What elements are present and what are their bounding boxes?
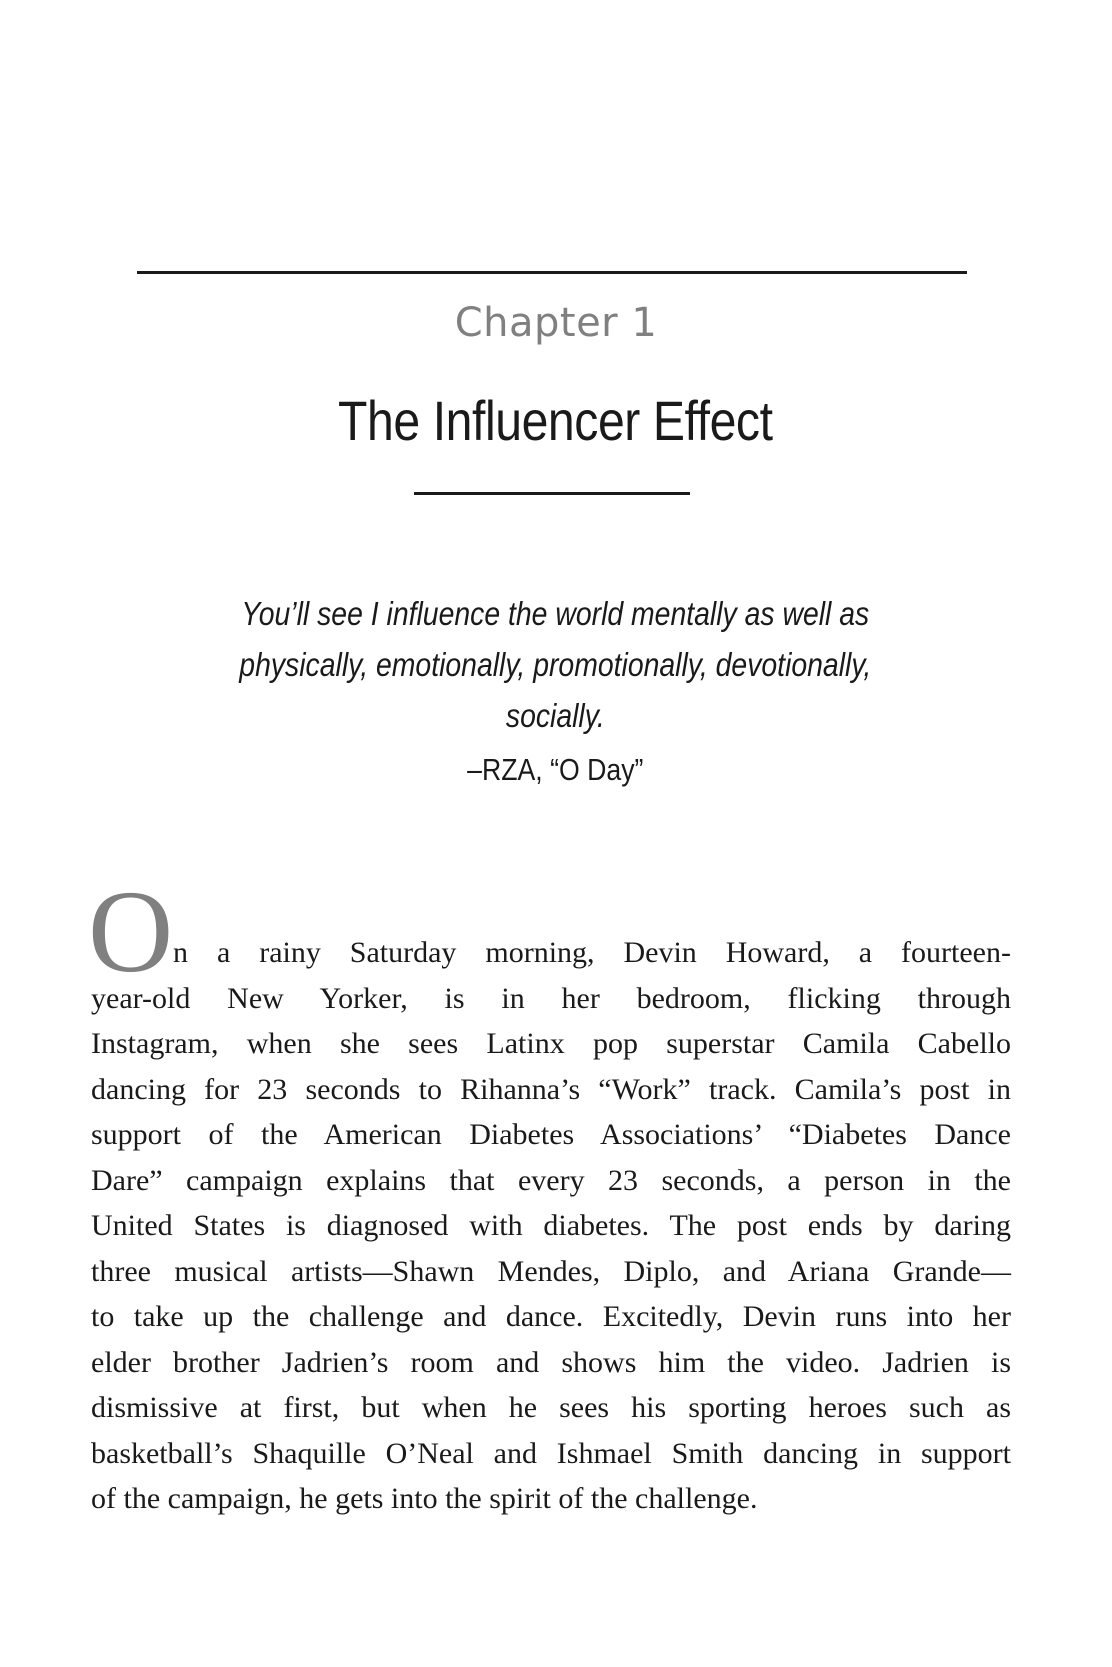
drop-cap: O (88, 866, 174, 997)
body-line: of the campaign, he gets into the spirit of the challenge. (91, 1482, 758, 1515)
chapter-title: The Influencer Effect (338, 389, 773, 452)
body-paragraph (91, 930, 1011, 1522)
body-line: Dare” campaign explains that every 23 seconds, a person in the (91, 1163, 1011, 1197)
body-line: n a rainy Saturday morning, Devin Howard, a fourteen- (173, 936, 1011, 969)
chapter-label: Chapter 1 (454, 300, 658, 346)
body-line: year-old New Yorker, is in her bedroom, flicking through (91, 981, 1011, 1015)
epigraph (0, 588, 1112, 741)
body-line: Instagram, when she sees Latinx pop superstar Camila Cabello (91, 1027, 1011, 1060)
top-rule (137, 271, 967, 274)
title-underline (414, 492, 690, 495)
body-line: dismissive at first, but when he sees his sporting heroes such as (91, 1391, 1011, 1424)
body-line: three musical artists—Shawn Mendes, Diplo, and Ariana Grande— (91, 1254, 1011, 1288)
body-line: dancing for 23 seconds to Rihanna’s “Work” track. Camila’s post in (91, 1072, 1011, 1106)
body-line: elder brother Jadrien’s room and shows him the video. Jadrien is (91, 1345, 1011, 1379)
body-line: to take up the challenge and dance. Excitedly, Devin runs into her (91, 1300, 1011, 1333)
epigraph-line: You’ll see I influence the world mentally as well as (241, 595, 870, 632)
epigraph-line: physically, emotionally, promotionally, devotionally, (239, 646, 872, 683)
epigraph-line: socially. (505, 697, 605, 734)
body-line: support of the American Diabetes Associations’ “Diabetes Dance (91, 1118, 1011, 1151)
epigraph-attribution: –RZA, “O Day” (467, 752, 644, 787)
body-line: United States is diagnosed with diabetes. The post ends by daring (91, 1209, 1011, 1242)
body-line: basketball’s Shaquille O’Neal and Ishmael Smith dancing in support (91, 1436, 1011, 1470)
